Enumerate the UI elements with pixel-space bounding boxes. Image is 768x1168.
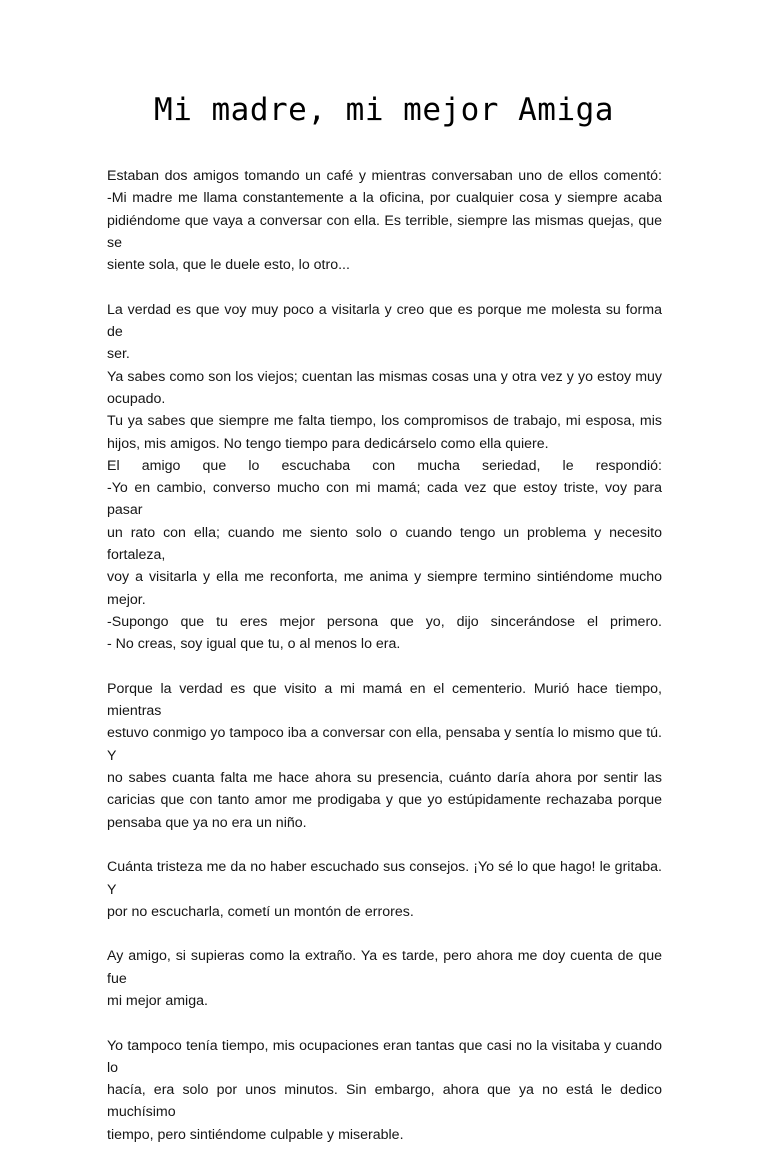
paragraph <box>107 945 662 1012</box>
paragraph <box>107 1035 662 1146</box>
text-line: siente sola, que le duele esto, lo otro... <box>107 257 350 274</box>
text-line: - No creas, soy igual que tu, o al menos lo era. <box>107 636 401 653</box>
text-line: Cuánta tristeza me da no haber escuchado sus consejos. ¡Yo sé lo que hago! le gritaba. Y <box>107 859 662 898</box>
text-line: Tu ya sabes que siempre me falta tiempo, los compromisos de trabajo, mi esposa, mis <box>107 413 662 430</box>
text-line: Yo tampoco tenía tiempo, mis ocupaciones eran tantas que casi no la visitaba y cuando lo <box>107 1037 662 1076</box>
text-line: -Supongo que tu eres mejor persona que yo, dijo sincerándose el primero. <box>107 613 662 630</box>
paragraph <box>107 165 662 276</box>
text-line: Ya sabes como son los viejos; cuentan las mismas cosas una y otra vez y yo estoy muy <box>107 368 662 385</box>
text-line: hijos, mis amigos. No tengo tiempo para dedicárselo como ella quiere. <box>107 435 549 452</box>
text-line: -Yo en cambio, converso mucho con mi mamá; cada vez que estoy triste, voy para pasar <box>107 480 662 519</box>
text-line: ocupado. <box>107 390 166 407</box>
text-line: mi mejor amiga. <box>107 992 208 1009</box>
text-line: Estaban dos amigos tomando un café y mientras conversaban uno de ellos comentó: <box>107 168 662 184</box>
text-line: pensaba que ya no era un niño. <box>107 814 307 831</box>
page-title: Mi madre, mi mejor Amiga <box>154 92 614 128</box>
text-line: ser. <box>107 346 130 363</box>
text-line: mejor. <box>107 591 146 608</box>
text-line: El amigo que lo escuchaba con mucha seriedad, le respondió: <box>107 457 662 474</box>
text-line: tiempo, pero sintiéndome culpable y miserable. <box>107 1126 404 1143</box>
text-line: Porque la verdad es que visito a mi mamá en el cementerio. Murió hace tiempo, mientras <box>107 680 662 720</box>
text-line: pidiéndome que vaya a conversar con ella. Es terrible, siempre las mismas quejas, que se <box>107 212 662 251</box>
text-line: hacía, era solo por unos minutos. Sin embargo, ahora que ya no está le dedico muchísimo <box>107 1082 662 1121</box>
text-line: por no escucharla, cometí un montón de errores. <box>107 903 414 920</box>
text-line: no sabes cuanta falta me hace ahora su presencia, cuánto daría ahora por sentir las <box>107 770 662 787</box>
text-line: -Mi madre me llama constantemente a la oficina, por cualquier cosa y siempre acaba <box>107 190 662 207</box>
paragraph <box>107 299 662 656</box>
text-line: estuvo conmigo yo tampoco iba a conversar con ella, pensaba y sentía lo mismo que tú. Y <box>107 725 662 764</box>
text-line: un rato con ella; cuando me siento solo o cuando tengo un problema y necesito fortaleza, <box>107 524 662 564</box>
text-line: La verdad es que voy muy poco a visitarla y creo que es porque me molesta su forma de <box>107 301 662 341</box>
paragraph <box>107 678 662 834</box>
text-line: Ay amigo, si supieras como la extraño. Ya es tarde, pero ahora me doy cuenta de que fue <box>107 948 662 987</box>
text-line: voy a visitarla y ella me reconforta, me anima y siempre termino sintiéndome mucho <box>107 569 662 586</box>
text-line: caricias que con tanto amor me prodigaba y que yo estúpidamente rechazaba porque <box>107 792 662 809</box>
document-body <box>107 165 662 1168</box>
paragraph <box>107 856 662 923</box>
